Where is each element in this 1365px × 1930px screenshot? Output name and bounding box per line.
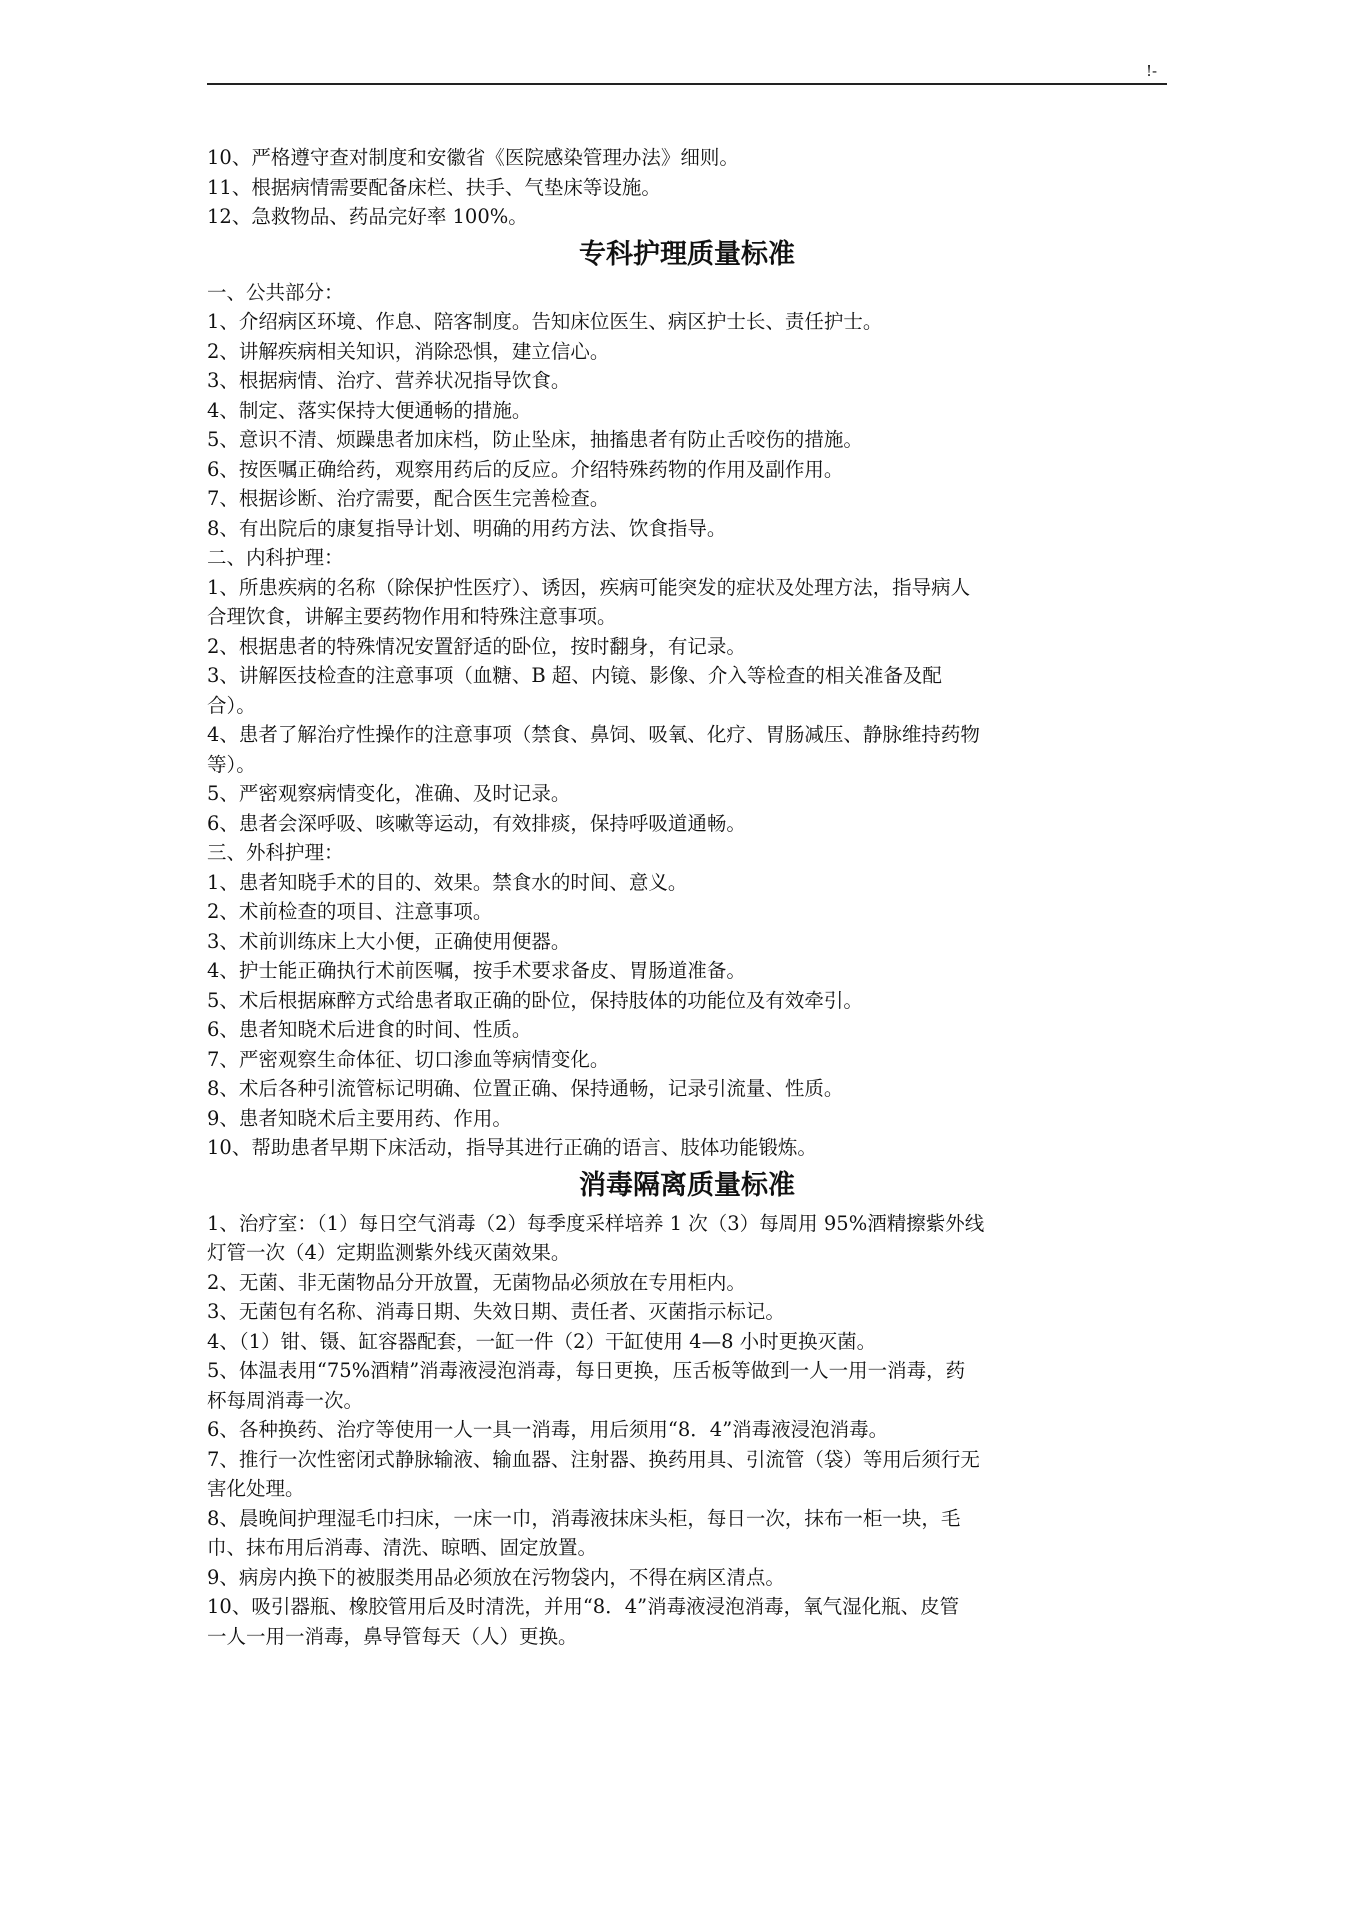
text-line: 一、公共部分： xyxy=(207,280,344,304)
text-line: 6、患者会深呼吸、咳嗽等运动，有效排痰，保持呼吸道通畅。 xyxy=(207,811,746,835)
header-rule xyxy=(207,83,1167,85)
section-heading: 专科护理质量标准 xyxy=(579,238,795,270)
text-line: 10、严格遵守查对制度和安徽省《医院感染管理办法》细则。 xyxy=(207,146,739,169)
text-line: 1、所患疾病的名称（除保护性医疗）、诱因，疾病可能突发的症状及处理方法，指导病人 xyxy=(207,575,971,599)
text-line: 2、无菌、非无菌物品分开放置，无菌物品必须放在专用柜内。 xyxy=(207,1270,746,1294)
document-body xyxy=(207,143,1167,1651)
text-line: 6、患者知晓术后进食的时间、性质。 xyxy=(207,1018,532,1041)
header-mark: !- xyxy=(1146,62,1158,80)
text-line: 三、外科护理： xyxy=(207,841,344,864)
text-line: 10、吸引器瓶、橡胶管用后及时清洗，并用“8．4”消毒液浸泡消毒，氧气湿化瓶、皮管 xyxy=(207,1595,960,1618)
text-line: 一人一用一消毒，鼻导管每天（人）更换。 xyxy=(207,1624,578,1648)
text-line: 8、有出院后的康复指导计划、明确的用药方法、饮食指导。 xyxy=(207,516,727,540)
text-line: 二、内科护理： xyxy=(207,546,344,569)
text-line: 9、患者知晓术后主要用药、作用。 xyxy=(207,1106,512,1130)
text-line: 5、体温表用“75%酒精”消毒液浸泡消毒，每日更换，压舌板等做到一人一用一消毒，药 xyxy=(207,1359,966,1382)
text-line: 2、根据患者的特殊情况安置舒适的卧位，按时翻身，有记录。 xyxy=(207,634,746,658)
text-line: 3、讲解医技检查的注意事项（血糖、B 超、内镜、影像、介入等检查的相关准备及配 xyxy=(207,664,942,687)
text-line: 2、术前检查的项目、注意事项。 xyxy=(207,900,493,923)
text-line: 11、根据病情需要配备床栏、扶手、气垫床等设施。 xyxy=(207,175,661,199)
text-line: 1、患者知晓手术的目的、效果。禁食水的时间、意义。 xyxy=(207,870,688,894)
text-line: 灯管一次（4）定期监测紫外线灭菌效果。 xyxy=(207,1241,571,1264)
text-line: 害化处理。 xyxy=(207,1477,305,1500)
text-line: 巾、抹布用后消毒、清洗、晾晒、固定放置。 xyxy=(207,1536,598,1559)
text-line: 2、讲解疾病相关知识，消除恐惧，建立信心。 xyxy=(207,339,610,363)
text-line: 12、急救物品、药品完好率 100%。 xyxy=(207,205,528,228)
text-line: 6、各种换药、治疗等使用一人一具一消毒，用后须用“8．4”消毒液浸泡消毒。 xyxy=(207,1418,889,1441)
text-line: 5、术后根据麻醉方式给患者取正确的卧位，保持肢体的功能位及有效牵引。 xyxy=(207,988,863,1012)
text-line: 合理饮食，讲解主要药物作用和特殊注意事项。 xyxy=(207,605,617,628)
text-line: 4、护士能正确执行术前医嘱，按手术要求备皮、胃肠道准备。 xyxy=(207,959,746,982)
text-line: 7、根据诊断、治疗需要，配合医生完善检查。 xyxy=(207,487,610,510)
text-line: 9、病房内换下的被服类用品必须放在污物袋内，不得在病区清点。 xyxy=(207,1565,785,1589)
text-line: 10、帮助患者早期下床活动，指导其进行正确的语言、肢体功能锻炼。 xyxy=(207,1136,817,1159)
text-line: 3、根据病情、治疗、营养状况指导饮食。 xyxy=(207,369,571,392)
text-line: 3、无菌包有名称、消毒日期、失效日期、责任者、灭菌指示标记。 xyxy=(207,1300,785,1323)
text-line: 4、（1）钳、镊、缸容器配套，一缸一件（2）干缸使用 4—8 小时更换灭菌。 xyxy=(207,1329,877,1353)
text-line: 8、术后各种引流管标记明确、位置正确、保持通畅，记录引流量、性质。 xyxy=(207,1077,844,1100)
text-line: 1、治疗室：（1）每日空气消毒（2）每季度采样培养 1 次（3）每周用 95%酒精擦紫外线 xyxy=(207,1211,985,1235)
text-line: 4、患者了解治疗性操作的注意事项（禁食、鼻饲、吸氧、化疗、胃肠减压、静脉维持药物 xyxy=(207,723,980,746)
text-line: 8、晨晚间护理湿毛巾扫床，一床一巾，消毒液抹床头柜，每日一次，抹布一柜一块，毛 xyxy=(207,1506,961,1530)
text-line: 1、介绍病区环境、作息、陪客制度。告知床位医生、病区护士长、责任护士。 xyxy=(207,310,883,333)
text-line: 4、制定、落实保持大便通畅的措施。 xyxy=(207,398,532,422)
text-line: 7、推行一次性密闭式静脉输液、输血器、注射器、换药用具、引流管（袋）等用后须行无 xyxy=(207,1447,980,1471)
text-line: 5、严密观察病情变化，准确、及时记录。 xyxy=(207,782,571,805)
section-heading: 消毒隔离质量标准 xyxy=(579,1169,795,1201)
text-line: 7、严密观察生命体征、切口渗血等病情变化。 xyxy=(207,1047,610,1071)
text-line: 等）。 xyxy=(207,752,256,776)
text-line: 6、按医嘱正确给药，观察用药后的反应。介绍特殊药物的作用及副作用。 xyxy=(207,457,844,481)
text-line: 5、意识不清、烦躁患者加床档，防止坠床，抽搐患者有防止舌咬伤的措施。 xyxy=(207,428,863,451)
text-line: 合）。 xyxy=(207,693,256,717)
text-line: 3、术前训练床上大小便，正确使用便器。 xyxy=(207,929,571,953)
text-line: 杯每周消毒一次。 xyxy=(207,1388,364,1412)
